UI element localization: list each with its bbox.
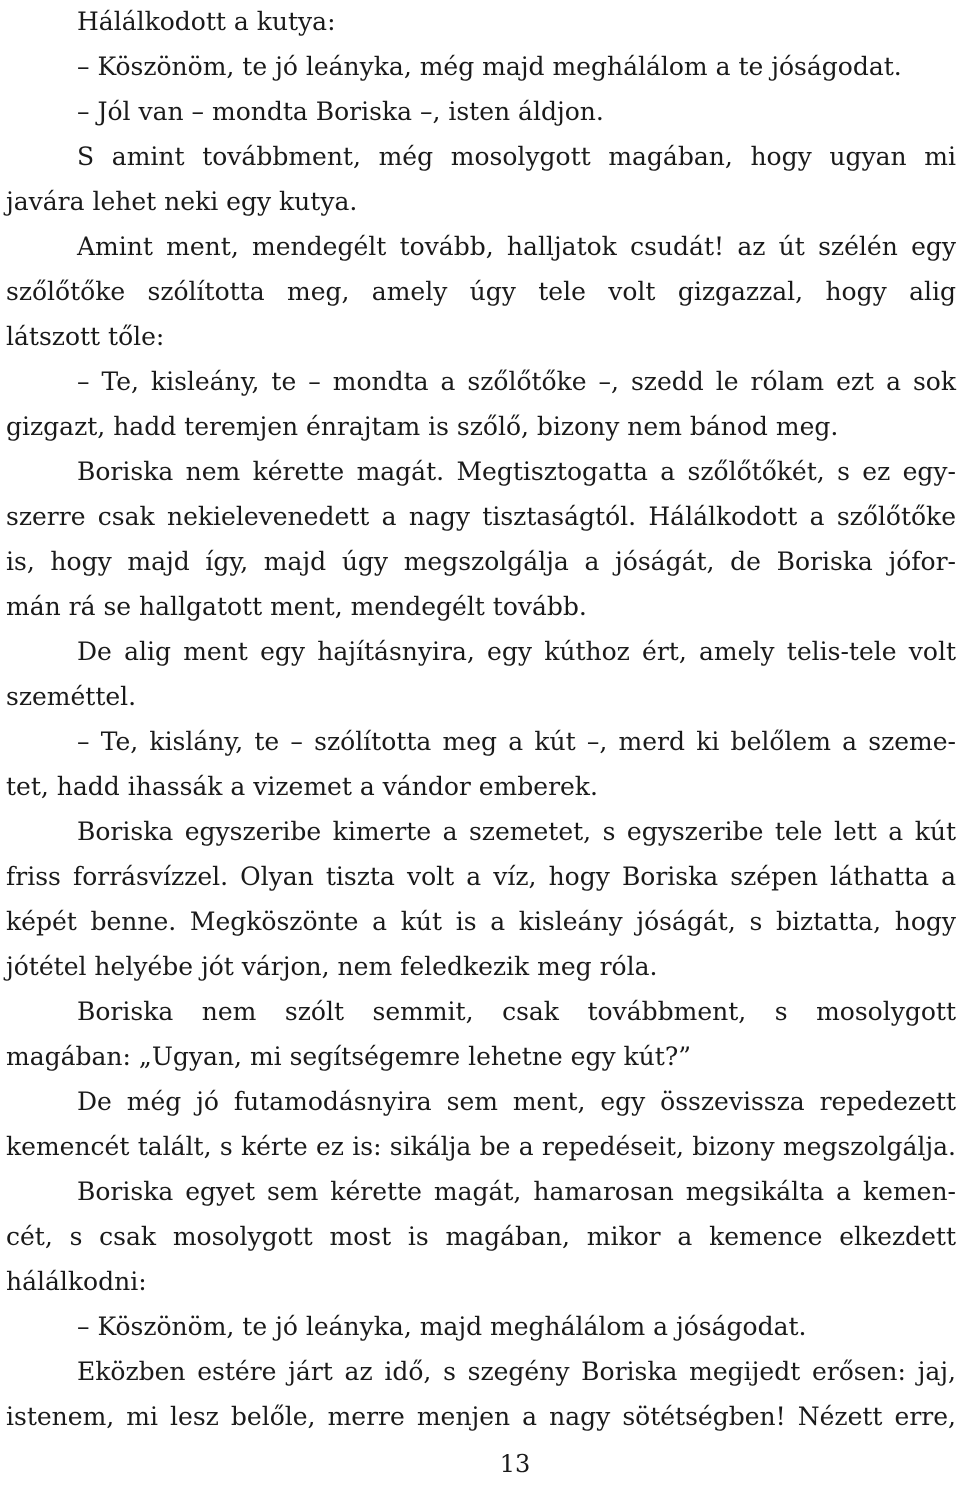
text-line: – Te, kislány, te – szólította meg a kút –, merd ki belőlem a szeme- xyxy=(77,727,956,756)
text-line: Eközben estére járt az idő, s szegény Boriska megijedt erősen: jaj, xyxy=(77,1357,956,1386)
text-line: jótétel helyébe jót várjon, nem feledkezik meg róla. xyxy=(6,952,658,981)
text-line: szőlőtőke szólította meg, amely úgy tele volt gizgazzal, hogy alig xyxy=(6,277,956,306)
text-line: tet, hadd ihassák a vizemet a vándor emberek. xyxy=(6,772,598,801)
text-line: cét, s csak mosolygott most is magában, mikor a kemence elkezdett xyxy=(6,1222,956,1251)
text-line: javára lehet neki egy kutya. xyxy=(6,187,358,216)
text-line: szeméttel. xyxy=(6,682,137,711)
text-line: Boriska nem szólt semmit, csak továbbment, s mosolygott xyxy=(77,997,956,1026)
text-line: mán rá se hallgatott ment, mendegélt tovább. xyxy=(6,592,587,621)
text-line: szerre csak nekielevenedett a nagy tisztaságtól. Hálálkodott a szőlőtőke xyxy=(6,502,956,531)
text-line: Boriska egyszeribe kimerte a szemetet, s egyszeribe tele lett a kút xyxy=(77,817,956,846)
text-line: – Köszönöm, te jó leányka, még majd meghálálom a te jóságodat. xyxy=(77,52,902,81)
text-line: Boriska egyet sem kérette magát, hamarosan megsikálta a kemen- xyxy=(77,1177,956,1206)
text-line: friss forrásvízzel. Olyan tiszta volt a víz, hogy Boriska szépen láthatta a xyxy=(6,862,956,891)
text-line: istenem, mi lesz belőle, merre menjen a nagy sötétségben! Nézett erre, xyxy=(6,1402,956,1431)
page-number: 13 xyxy=(499,1450,531,1478)
text-line: gizgazt, hadd teremjen énrajtam is szőlő, bizony nem bánod meg. xyxy=(6,412,839,441)
text-line: – Jól van – mondta Boriska –, isten áldjon. xyxy=(77,97,604,126)
text-line: S amint továbbment, még mosolygott magában, hogy ugyan mi xyxy=(77,142,956,171)
text-line: Boriska nem kérette magát. Megtisztogatta a szőlőtőkét, s ez egy- xyxy=(77,457,956,486)
text-line: Hálálkodott a kutya: xyxy=(77,7,336,36)
page-text-block xyxy=(6,2,956,1442)
text-line: látszott tőle: xyxy=(6,322,165,351)
text-line: képét benne. Megköszönte a kút is a kisleány jóságát, s biztatta, hogy xyxy=(6,907,956,936)
text-line: magában: „Ugyan, mi segítségemre lehetne egy kút?” xyxy=(6,1042,692,1071)
text-line: De még jó futamodásnyira sem ment, egy összevissza repedezett xyxy=(77,1087,956,1116)
text-line: – Te, kisleány, te – mondta a szőlőtőke –, szedd le rólam ezt a sok xyxy=(77,367,956,396)
text-line: Amint ment, mendegélt tovább, halljatok csudát! az út szélén egy xyxy=(77,232,956,261)
text-line: hálálkodni: xyxy=(6,1267,147,1296)
text-line: De alig ment egy hajításnyira, egy kúthoz ért, amely telis-tele volt xyxy=(77,637,956,666)
text-line: is, hogy majd így, majd úgy megszolgálja a jóságát, de Boriska jófor- xyxy=(6,547,956,576)
text-line: kemencét talált, s kérte ez is: sikálja be a repedéseit, bizony megszolgálja. xyxy=(6,1132,956,1161)
text-line: – Köszönöm, te jó leányka, majd meghálálom a jóságodat. xyxy=(77,1312,807,1341)
